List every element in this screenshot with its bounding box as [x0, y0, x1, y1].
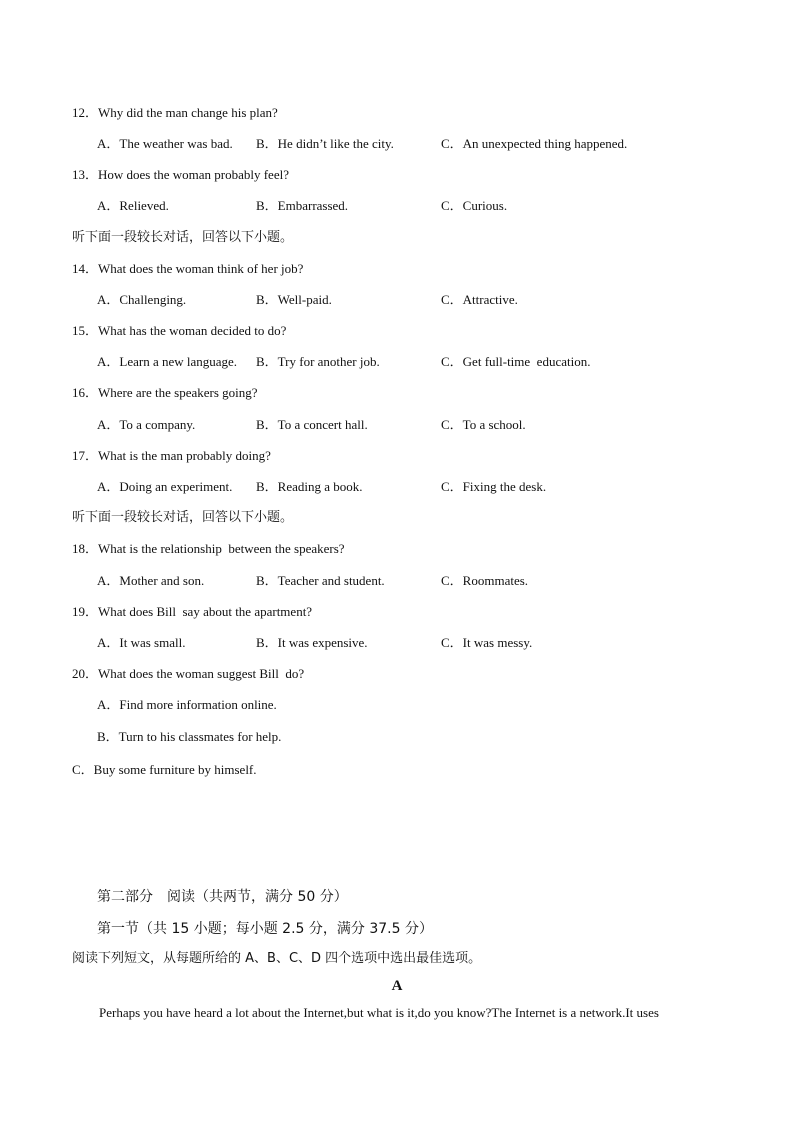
section-title: 第一节（共 15 小题；每小题 2.5 分，满分 37.5 分） [97, 921, 433, 937]
question-19: 19．What does Bill say about the apartment? [72, 604, 313, 619]
q17-option-b: B．Reading a book. [256, 479, 363, 494]
q14-option-b: B．Well-paid. [256, 292, 332, 307]
question-18: 18．What is the relationship between the speakers? [72, 541, 345, 556]
q16-option-c: C．To a school. [441, 417, 526, 432]
q17-option-a: A．Doing an experiment. [97, 479, 233, 494]
q17-option-c: C．Fixing the desk. [441, 479, 547, 494]
q14-option-c: C．Attractive. [441, 292, 518, 307]
question-13: 13．How does the woman probably feel? [72, 167, 289, 182]
q12-option-c: C．An unexpected thing happened. [441, 136, 628, 151]
q19-option-a: A．It was small. [97, 635, 186, 650]
q20-option-a: A．Find more information online. [97, 697, 277, 712]
passage-label: A [391, 978, 403, 994]
q15-option-a: A．Learn a new language. [97, 354, 238, 369]
q19-option-b: B．It was expensive. [256, 635, 368, 650]
q13-option-c: C．Curious. [441, 198, 508, 213]
q20-option-c: C．Buy some furniture by himself. [72, 762, 257, 777]
question-15: 15．What has the woman decided to do? [72, 323, 287, 338]
q16-option-b: B．To a concert hall. [256, 417, 368, 432]
q15-option-c: C．Get full-time education. [441, 354, 591, 369]
question-14: 14．What does the woman think of her job? [72, 261, 304, 276]
q13-option-a: A．Relieved. [97, 198, 169, 213]
listening-instruction: 听下面一段较长对话，回答以下小题。 [72, 510, 294, 525]
question-20: 20．What does the woman suggest Bill do? [72, 666, 305, 681]
q16-option-a: A．To a company. [97, 417, 196, 432]
q14-option-a: A．Challenging. [97, 292, 187, 307]
q12-option-a: A．The weather was bad. [97, 136, 233, 151]
passage-text: Perhaps you have heard a lot about the Internet,but what is it,do you know?The Internet is a network.It uses [99, 1005, 659, 1020]
question-16: 16．Where are the speakers going? [72, 385, 258, 400]
q18-option-c: C．Roommates. [441, 573, 529, 588]
q12-option-b: B．He didn’t like the city. [256, 136, 394, 151]
reading-instruction: 阅读下列短文，从每题所给的 A、B、C、D 四个选项中选出最佳选项。 [72, 951, 482, 966]
listening-instruction: 听下面一段较长对话，回答以下小题。 [72, 230, 294, 245]
part-title: 第二部分 阅读（共两节，满分 50 分） [97, 889, 348, 905]
q19-option-c: C．It was messy. [441, 635, 533, 650]
question-12: 12．Why did the man change his plan? [72, 105, 278, 120]
q15-option-b: B．Try for another job. [256, 354, 380, 369]
q13-option-b: B．Embarrassed. [256, 198, 349, 213]
q18-option-b: B．Teacher and student. [256, 573, 385, 588]
q18-option-a: A．Mother and son. [97, 573, 205, 588]
question-17: 17．What is the man probably doing? [72, 448, 271, 463]
q20-option-b: B．Turn to his classmates for help. [97, 729, 282, 744]
